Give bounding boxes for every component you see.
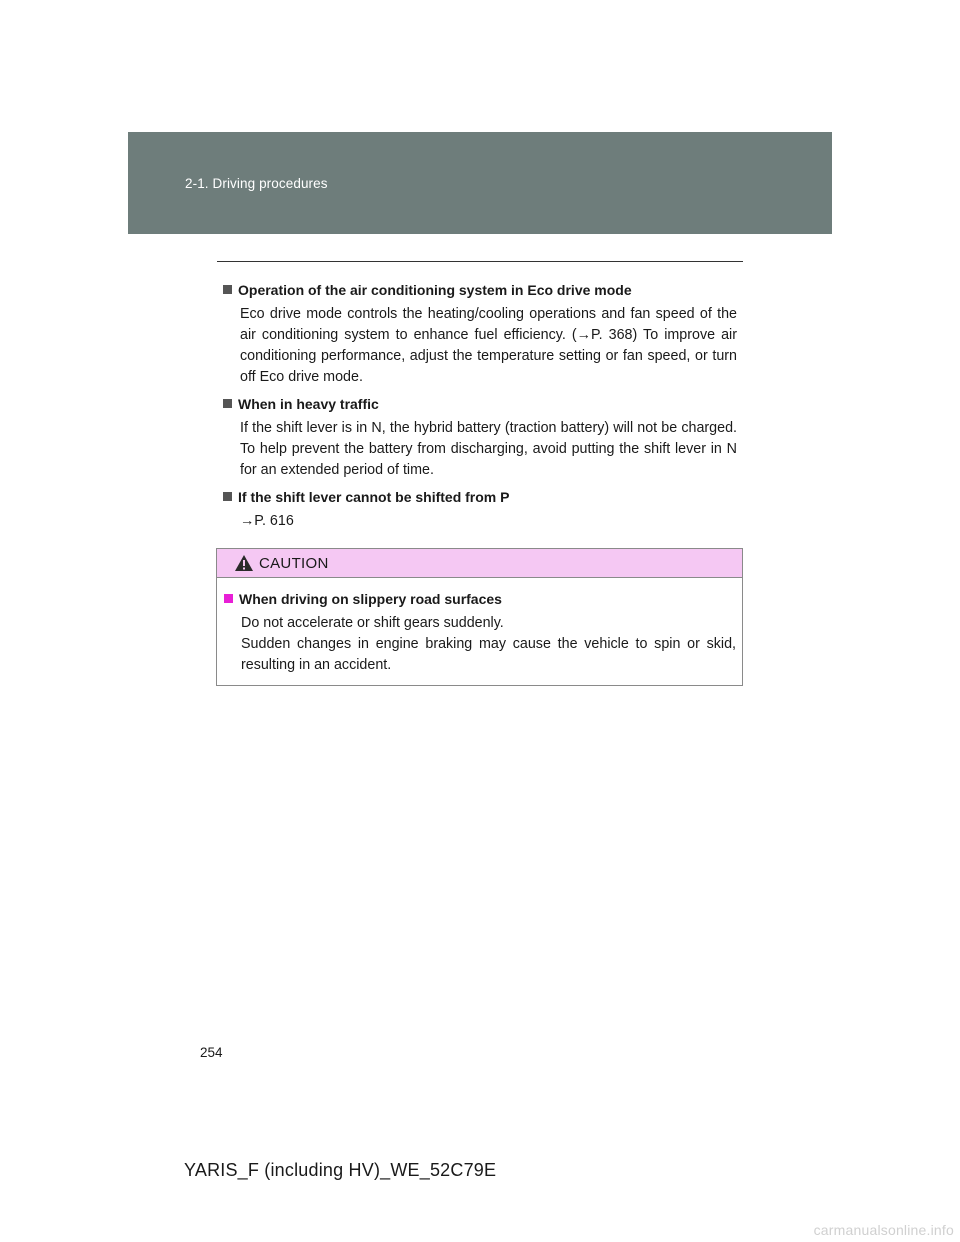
page-number: 254 (200, 1045, 223, 1060)
square-bullet-icon (223, 492, 232, 501)
caution-box (216, 548, 743, 686)
caution-title: CAUTION (259, 555, 329, 572)
topic-shift-lever-p (223, 487, 737, 532)
page-reference-link[interactable]: →P. 616 (240, 513, 294, 529)
topic-heading: If the shift lever cannot be shifted from P (238, 489, 510, 505)
topic-heading: When in heavy traffic (238, 396, 379, 412)
caution-header (217, 549, 742, 578)
topic-body: Eco drive mode controls the heating/cooling operations and fan speed of the air conditioning system to enhance fuel efficiency. (→P. 368) To improve air conditioning performance, adjust the temperature setting or fan speed, or turn off Eco drive mode. (240, 306, 737, 385)
section-title: 2-1. Driving procedures (185, 176, 328, 191)
section-header-bar (128, 132, 832, 234)
info-section (223, 280, 737, 538)
topic-eco-drive-ac (223, 280, 737, 388)
square-bullet-icon (224, 594, 233, 603)
square-bullet-icon (223, 285, 232, 294)
caution-content (224, 589, 736, 682)
caution-line: Sudden changes in engine braking may cause the vehicle to spin or skid, resulting in an accident. (241, 636, 736, 673)
divider (217, 261, 743, 262)
warning-triangle-icon (234, 554, 254, 572)
watermark: carmanualsonline.info (813, 1222, 954, 1238)
topic-body: If the shift lever is in N, the hybrid battery (traction battery) will not be charged. To help prevent the battery from discharging, avoid putting the shift lever in N for an extended period of time. (240, 420, 737, 478)
topic-heavy-traffic (223, 394, 737, 481)
square-bullet-icon (223, 399, 232, 408)
topic-heading: Operation of the air conditioning system in Eco drive mode (238, 282, 632, 298)
document-id: YARIS_F (including HV)_WE_52C79E (184, 1160, 497, 1180)
caution-body (241, 613, 736, 676)
caution-line: Do not accelerate or shift gears suddenly. (241, 615, 504, 631)
caution-heading: When driving on slippery road surfaces (239, 591, 502, 607)
